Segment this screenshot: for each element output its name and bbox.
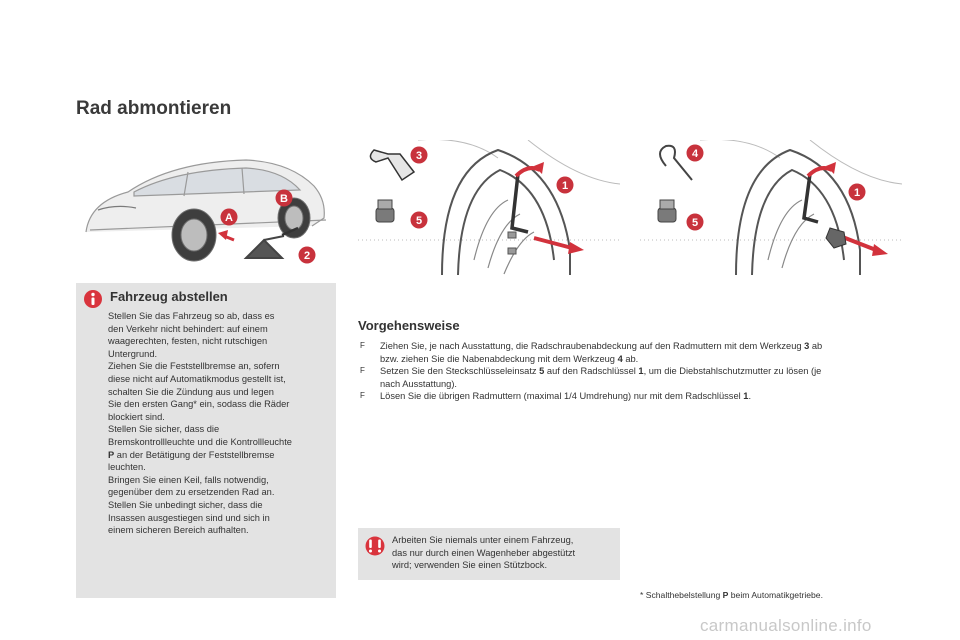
warning-box (358, 528, 620, 580)
info-line: einem sicheren Bereich aufhalten. (108, 525, 249, 536)
warning-line: wird; verwenden Sie einen Stützbock. (392, 560, 548, 571)
footnote-text: beim Automatikgetriebe. (728, 590, 823, 600)
info-line-text: an der Betätigung der Feststellbremse (114, 449, 275, 460)
gear-position-p: P (108, 449, 115, 460)
info-line: Bringen Sie einen Keil, falls notwendig, (108, 474, 269, 485)
gear-position-p: P (722, 590, 729, 600)
info-line: blockiert sind. (108, 411, 165, 422)
callout-1: 1 (561, 180, 569, 192)
info-icon (83, 289, 103, 309)
watermark: carmanualsonline.info (700, 616, 872, 635)
info-box-vehicle-parking (76, 283, 336, 598)
warning-icon (364, 536, 386, 556)
info-line: waagerechten, festen, nicht rutschigen (108, 336, 268, 347)
callout-a: A (225, 212, 233, 224)
info-line: Stellen Sie das Fahrzeug so ab, dass es (108, 311, 275, 321)
callout-2: 2 (303, 250, 311, 262)
step-text: bzw. ziehen Sie die Nabenabdeckung mit dem Werkzeug (380, 353, 618, 364)
info-line: Ziehen Sie die Feststellbremse an, sofern (108, 361, 280, 372)
info-line: leuchten. (108, 462, 146, 473)
wheel-wrench-illustration (358, 140, 620, 275)
procedure-steps (358, 340, 902, 403)
step-bullet: F (360, 341, 365, 350)
procedure-step-2 (358, 365, 902, 390)
tool-number: 1 (638, 366, 644, 377)
step-text: Lösen Sie die übrigen Radmuttern (maximal 1/4 Umdrehung) nur mit dem Radschlüssel (380, 391, 744, 402)
warning-line: das nur durch einen Wagenheber abgestützt (392, 547, 576, 558)
info-line: Insassen ausgestiegen sind und sich in (108, 512, 270, 523)
info-line: diese nicht auf Automatikmodus gestellt ist, (108, 373, 286, 384)
info-line: Stellen Sie sicher, dass die (108, 424, 220, 435)
info-box-title: Fahrzeug abstellen (110, 289, 228, 304)
warning-text (392, 534, 614, 572)
info-line: Sie den ersten Gang* ein, sodass die Räder (108, 399, 290, 410)
info-box-body (108, 310, 330, 537)
step-text: ab (809, 341, 823, 351)
info-line: gegenüber dem zu ersetzenden Rad an. (108, 487, 275, 498)
callout-3: 3 (415, 150, 423, 162)
procedure-step-3 (358, 390, 902, 403)
callout-5: 5 (415, 215, 423, 227)
info-line: den Verkehr nicht behindert: auf einem (108, 323, 268, 334)
tool-number: 4 (617, 353, 623, 364)
car-jack-illustration (76, 140, 336, 275)
tool-number: 3 (804, 341, 810, 351)
tool-number: 1 (743, 391, 749, 402)
callout-1: 1 (853, 187, 861, 199)
step-bullet: F (360, 366, 365, 376)
step-text: auf den Radschlüssel (544, 366, 639, 377)
section-title-procedure: Vorgehensweise (358, 318, 460, 333)
step-text: , um die Diebstahlschutzmutter zu lösen (je (643, 366, 822, 377)
callout-b: B (280, 193, 288, 205)
callout-5: 5 (691, 217, 699, 229)
warning-line: Arbeiten Sie niemals unter einem Fahrzeug, (392, 535, 574, 545)
procedure-step-1 (358, 340, 902, 365)
step-text: ab. (622, 353, 639, 364)
tool-number: 5 (539, 366, 545, 377)
footnote (640, 590, 823, 600)
page-title: Rad abmontieren (76, 98, 232, 119)
info-line: schalten Sie die Zündung aus und legen (108, 386, 274, 397)
info-line: Stellen Sie unbedingt sicher, dass die (108, 499, 263, 510)
step-text: nach Ausstattung). (380, 378, 458, 389)
step-text: Ziehen Sie, je nach Ausstattung, die Radschraubenabdeckung auf den Radmuttern mit dem Werkzeug (380, 341, 805, 351)
step-text: Setzen Sie den Steckschlüsseleinsatz (380, 366, 540, 377)
wheel-hubcap-illustration (640, 140, 902, 275)
info-line: Untergrund. (108, 348, 158, 359)
info-line (108, 449, 330, 462)
step-bullet: F (360, 391, 365, 401)
callout-4: 4 (691, 148, 699, 160)
info-line: Bremskontrollleuchte und die Kontrollleuchte (108, 436, 292, 447)
footnote-text: * Schalthebelstellung (640, 590, 723, 600)
step-text: . (748, 391, 752, 402)
